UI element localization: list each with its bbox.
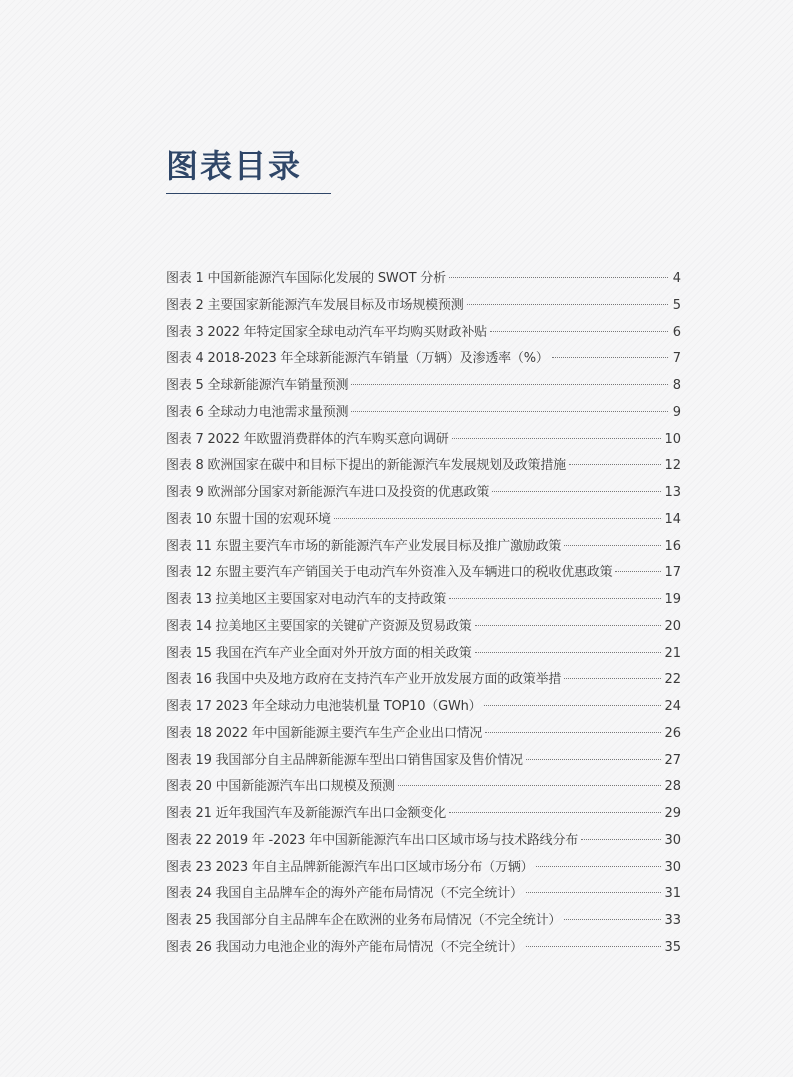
toc-entry-page-number: 7 [672,351,681,367]
toc-entry[interactable] [166,614,681,641]
toc-entry[interactable] [166,320,681,347]
toc-entry-label: 图表 4 2018-2023 年全球新能源汽车销量（万辆）及渗透率（%） [166,351,549,367]
toc-entry-label: 图表 24 我国自主品牌车企的海外产能布局情况（不完全统计） [166,886,523,902]
toc-entry[interactable] [166,266,681,293]
toc-entry[interactable] [166,400,681,427]
toc-dot-leader [351,411,668,412]
toc-entry[interactable] [166,293,681,320]
toc-entry-page-number: 29 [664,806,681,821]
toc-dot-leader [615,571,661,572]
toc-entry-page-number: 30 [664,859,681,875]
toc-entry[interactable] [166,534,681,561]
toc-entry-label: 图表 6 全球动力电池需求量预测 [166,404,349,420]
toc-dot-leader [552,357,668,358]
toc-entry[interactable] [166,935,681,962]
toc-entry-label: 图表 22 2019 年 -2023 年中国新能源汽车出口区域市场与技术路线分布 [166,832,579,848]
toc-entry[interactable] [166,560,681,587]
toc-entry-label: 图表 19 我国部分自主品牌新能源车型出口销售国家及售价情况 [166,752,523,768]
toc-entry[interactable] [166,801,681,828]
toc-entry-page-number: 8 [672,378,681,393]
toc-entry-label: 图表 25 我国部分自主品牌车企在欧洲的业务布局情况（不完全统计） [166,913,562,928]
toc-dot-leader [564,545,661,546]
toc-entry-label: 图表 21 近年我国汽车及新能源汽车出口金额变化 [166,806,447,821]
toc-dot-leader [475,652,662,653]
toc-dot-leader [467,304,668,305]
toc-entry-page-number: 27 [664,752,681,768]
table-of-figures [166,266,681,962]
toc-dot-leader [490,331,668,332]
toc-entry-label: 图表 16 我国中央及地方政府在支持汽车产业开放发展方面的政策举措 [166,672,562,688]
toc-entry-label: 图表 26 我国动力电池企业的海外产能布局情况（不完全统计） [166,939,523,955]
toc-entry[interactable] [166,721,681,748]
toc-entry-label: 图表 14 拉美地区主要国家的关键矿产资源及贸易政策 [166,618,472,634]
toc-entry-page-number: 33 [664,913,681,928]
toc-entry-page-number: 17 [664,565,681,581]
toc-entry-label: 图表 11 东盟主要汽车市场的新能源汽车产业发展目标及推广激励政策 [166,538,562,554]
toc-entry-page-number: 22 [664,672,681,688]
toc-entry[interactable] [166,774,681,801]
toc-dot-leader [449,812,661,813]
toc-entry-label: 图表 7 2022 年欧盟消费群体的汽车购买意向调研 [166,431,449,447]
toc-dot-leader [398,785,662,786]
toc-dot-leader [484,705,661,706]
toc-entry[interactable] [166,908,681,935]
toc-entry-label: 图表 8 欧洲国家在碳中和目标下提出的新能源汽车发展规划及政策措施 [166,458,566,474]
toc-dot-leader [564,919,661,920]
toc-dot-leader [569,464,662,465]
toc-entry-label: 图表 20 中国新能源汽车出口规模及预测 [166,779,395,795]
toc-entry-label: 图表 17 2023 年全球动力电池装机量 TOP10（GWh） [166,699,482,714]
toc-entry-label: 图表 13 拉美地区主要国家对电动汽车的支持政策 [166,592,447,607]
toc-entry-page-number: 14 [664,511,681,527]
toc-entry[interactable] [166,881,681,908]
toc-entry[interactable] [166,667,681,694]
toc-entry-label: 图表 2 主要国家新能源汽车发展目标及市场规模预测 [166,297,464,313]
toc-entry-page-number: 30 [664,832,681,848]
toc-entry[interactable] [166,641,681,668]
toc-dot-leader [526,892,662,893]
toc-entry-label: 图表 3 2022 年特定国家全球电动汽车平均购买财政补贴 [166,324,487,340]
toc-entry-label: 图表 10 东盟十国的宏观环境 [166,511,331,527]
toc-dot-leader [564,678,661,679]
toc-entry-page-number: 19 [664,592,681,607]
toc-entry-page-number: 26 [664,725,681,741]
toc-entry-page-number: 4 [672,271,681,286]
toc-entry[interactable] [166,346,681,373]
toc-dot-leader [334,518,662,519]
toc-entry-label: 图表 15 我国在汽车产业全面对外开放方面的相关政策 [166,645,472,661]
toc-dot-leader [492,491,661,492]
toc-entry-page-number: 13 [664,485,681,500]
toc-dot-leader [449,598,661,599]
toc-entry-page-number: 10 [664,431,681,447]
toc-dot-leader [536,866,661,867]
toc-entry-page-number: 35 [664,939,681,955]
toc-entry-page-number: 6 [672,324,681,340]
toc-entry-label: 图表 23 2023 年自主品牌新能源汽车出口区域市场分布（万辆） [166,859,534,875]
toc-entry[interactable] [166,480,681,507]
toc-entry[interactable] [166,855,681,882]
toc-dot-leader [452,438,662,439]
toc-entry-label: 图表 18 2022 年中国新能源主要汽车生产企业出口情况 [166,725,483,741]
toc-dot-leader [351,384,668,385]
toc-entry-page-number: 16 [664,538,681,554]
toc-dot-leader [581,839,661,840]
toc-entry-page-number: 21 [664,645,681,661]
toc-entry-page-number: 5 [672,297,681,313]
toc-entry-page-number: 31 [664,886,681,902]
toc-entry[interactable] [166,507,681,534]
toc-dot-leader [526,759,662,760]
toc-entry-page-number: 28 [664,779,681,795]
toc-entry-page-number: 20 [664,618,681,634]
toc-dot-leader [449,277,668,278]
toc-entry[interactable] [166,694,681,721]
toc-entry[interactable] [166,828,681,855]
toc-entry-label: 图表 5 全球新能源汽车销量预测 [166,378,349,393]
toc-dot-leader [475,625,662,626]
title-underline [166,193,331,194]
toc-entry-label: 图表 12 东盟主要汽车产销国关于电动汽车外资准入及车辆进口的税收优惠政策 [166,565,613,581]
toc-dot-leader [526,946,662,947]
toc-entry-page-number: 9 [672,404,681,420]
toc-entry[interactable] [166,427,681,454]
toc-dot-leader [485,732,661,733]
toc-entry-label: 图表 1 中国新能源汽车国际化发展的 SWOT 分析 [166,271,446,286]
page-title: 图表目录 [166,147,303,185]
toc-entry-label: 图表 9 欧洲部分国家对新能源汽车进口及投资的优惠政策 [166,485,490,500]
toc-entry[interactable] [166,748,681,775]
toc-entry[interactable] [166,587,681,614]
toc-entry[interactable] [166,453,681,480]
toc-entry-page-number: 12 [664,458,681,474]
toc-entry[interactable] [166,373,681,400]
toc-entry-page-number: 24 [664,699,681,714]
